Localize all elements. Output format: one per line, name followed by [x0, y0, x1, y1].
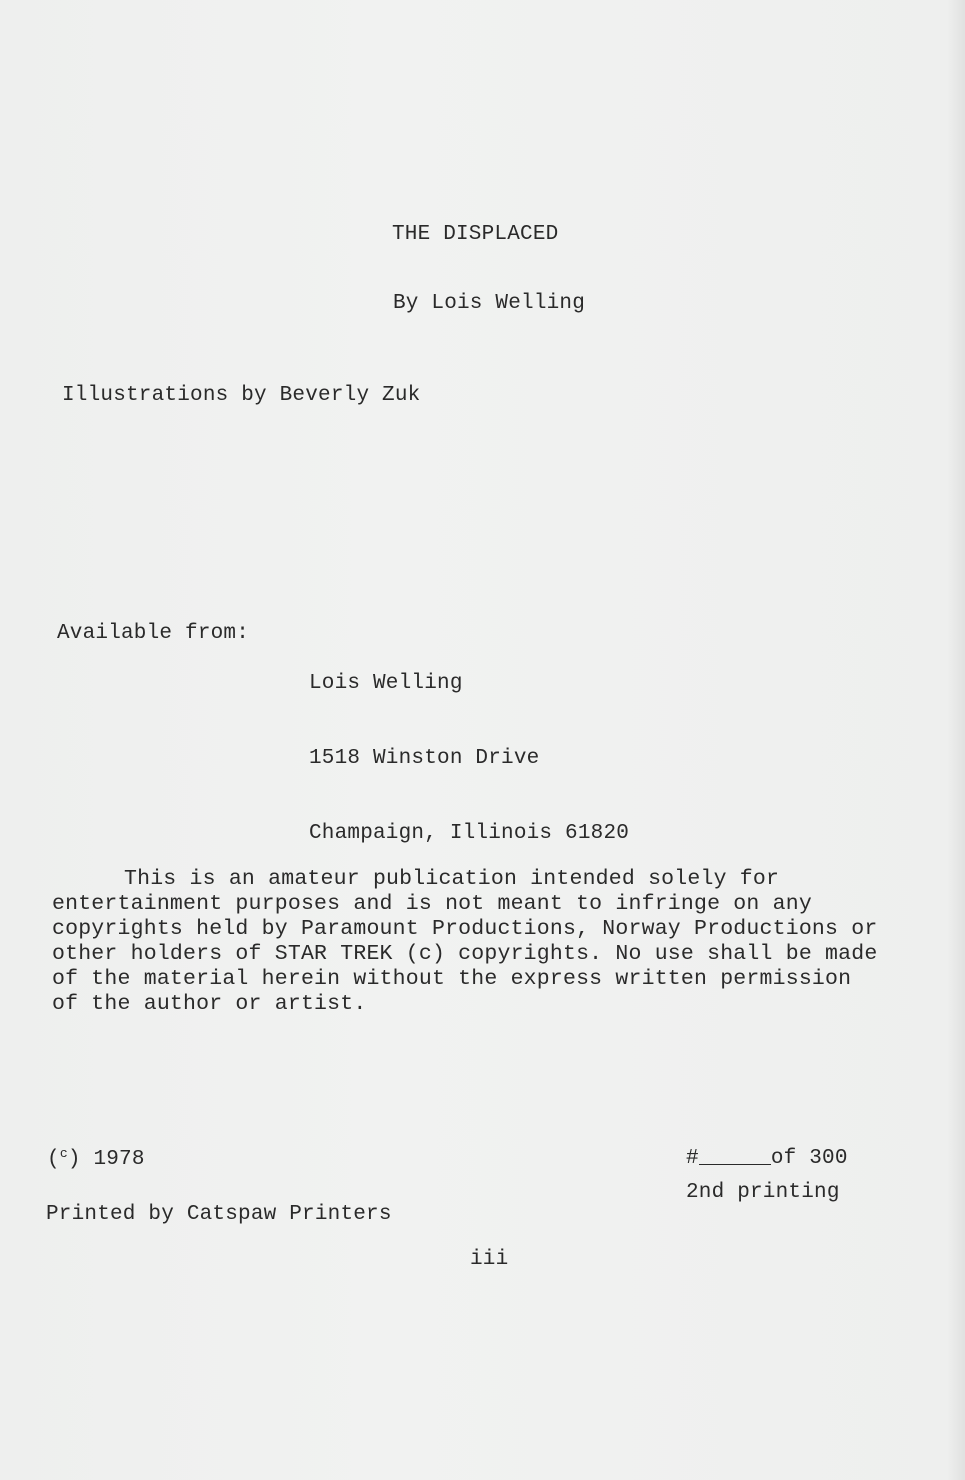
- address-line-street: 1518 Winston Drive: [309, 747, 540, 770]
- printer-credit: Printed by Catspaw Printers: [46, 1203, 392, 1226]
- page-number: iii: [470, 1248, 509, 1271]
- copy-number-prefix: #: [686, 1147, 699, 1170]
- printing-edition: 2nd printing: [686, 1181, 840, 1204]
- address-line-name: Lois Welling: [309, 672, 463, 695]
- illustrator-credit: Illustrations by Beverly Zuk: [62, 384, 421, 407]
- copy-number-blank: [699, 1146, 771, 1165]
- mailing-address: [309, 621, 629, 896]
- copyright-notice: ($^c$) 1978: [47, 1146, 145, 1171]
- copyright-year: 1978: [93, 1148, 145, 1171]
- available-from-label: Available from:: [57, 622, 250, 645]
- copy-number: [686, 1146, 848, 1171]
- book-title: THE DISPLACED: [392, 223, 559, 246]
- address-line-city: Champaign, Illinois 61820: [309, 822, 630, 845]
- copy-number-suffix: of 300: [770, 1147, 848, 1170]
- copyright-disclaimer: [52, 867, 882, 1017]
- disclaimer-text: This is an amateur publication intended solely for entertainment purposes and is not meant to infringe on any copyrights held by Paramount Productions, Norway Productions or other holders of STAR TREK (c) copyrights. No use shall be made of the material herein without the express written permission of the author or artist.: [52, 867, 878, 1016]
- author-byline: By Lois Welling: [393, 292, 586, 315]
- copyright-symbol: c: [59, 1146, 68, 1161]
